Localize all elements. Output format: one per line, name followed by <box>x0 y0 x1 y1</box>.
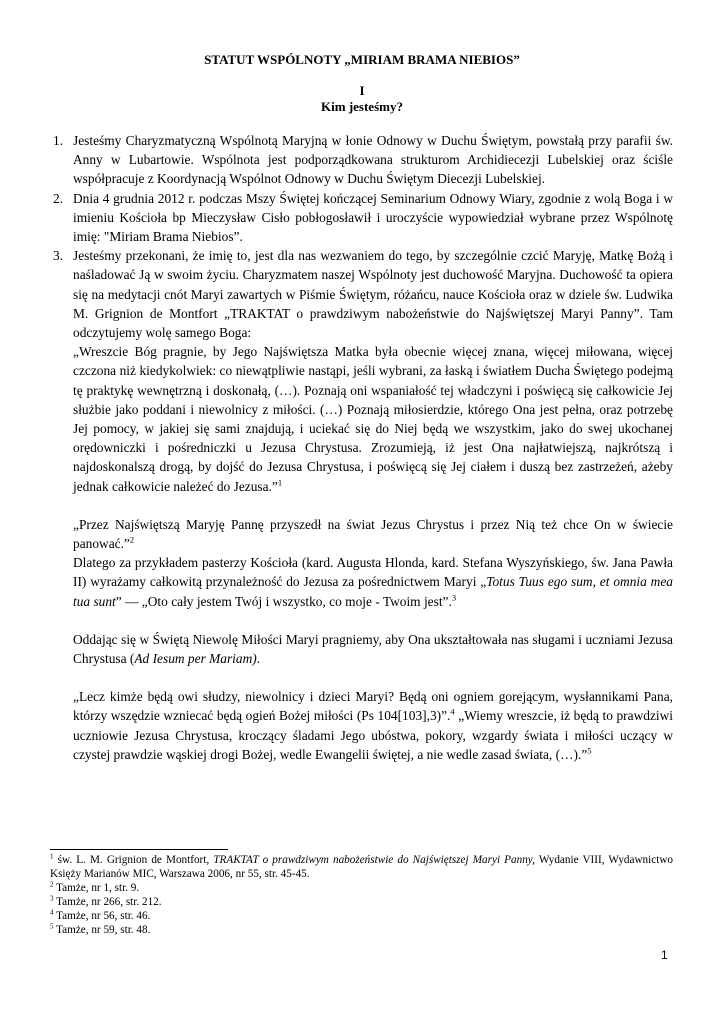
paragraph-text: . <box>256 651 261 667</box>
quote-text: „Wreszcie Bóg pragnie, by Jego Najświętsza Matka była obecnie więcej znana, więcej miłowana, więcej czczona niż kiedykolwiek: co niewątpliwie nastąpi, jeśli wybrani, za łaską i światłem Ducha Świętego podejmą tę praktykę wewnętrzną i doskonałą, (…). Poznają oni wspaniałość tej władczyni i poświęcą się całkowicie Jej służbie jako poddani i niewolnicy z miłości. (…) Poznają miłosierdzie, którego Ona jest pełna, oraz potrzebę Jej pomocy, w jakiej się sami znajdują, i uciekać się do Niej będą we wszystkim, jako do swej ukochanej orędowniczki i pośredniczki u Jezusa Chrystusa. Zrozumieją, iż jest Ona najłatwiejszą, najkrótszą i najdoskonalszą drogą, by dojść do Jezusa Chrystusa, i poświęcą się Jej ciałem i duszą bez zastrzeżeń, ażeby jednak całkowicie należeć do Jezusa.” <box>73 344 673 494</box>
footnote <box>50 895 673 909</box>
footnote-ref: 4 <box>450 707 455 718</box>
footnote <box>50 853 673 881</box>
footnote-number: 2 <box>50 880 54 889</box>
document-title: STATUT WSPÓLNOTY „MIRIAM BRAMA NIEBIOS” <box>204 52 520 67</box>
page-number: 1 <box>661 948 668 962</box>
quote-text: „Wiemy wreszcie, iż będą to prawdziwi uczniowie Jezusa Chrystusa, kroczący śladami Jego ubóstwa, pokory, wzgardy świata i miłości uczący w czystej prawdzie wąskiej drogi Bożej, wedle Ewangelii świętej, a nie wedle zasad świata, (…).” <box>73 708 673 762</box>
footnote-text: Tamże, nr 266, str. 212. <box>53 896 162 908</box>
footnote-number: 4 <box>50 908 54 917</box>
quote-text: „Przez Najświętszą Maryję Pannę przyszedł na świat Jezus Chrystus i przez Nią też chce On w świecie panować.” <box>73 516 673 552</box>
footnote-text: Tamże, nr 1, str. 9. <box>53 882 140 894</box>
section-number: I <box>359 83 365 98</box>
footnote-ref: 2 <box>129 534 135 545</box>
footnote <box>50 909 673 923</box>
footnote-ref: 5 <box>587 745 592 756</box>
document-body <box>46 131 673 764</box>
list-item <box>46 246 673 342</box>
latin-phrase: Ad Iesum per Mariam) <box>134 651 257 667</box>
quote-paragraph-1 <box>73 342 673 496</box>
list-item-text: Jesteśmy Charyzmatyczną Wspólnotą Maryjną w łonie Odnowy w Duchu Świętym, powstałą przy parafii św. Anny w Lubartowie. Wspólnota jest podporządkowana strukturom Archidiecezji Lubelskiej oraz ściśle współpracuje z Koordynacją Wspólnot Odnowy w Duchu Świętym Diecezji Lubelskiej. <box>73 133 673 187</box>
footnote-text: Tamże, nr 56, str. 46. <box>53 910 151 922</box>
footnote-text: św. L. M. Grignion de Montfort, <box>53 854 214 866</box>
footnote-text: Tamże, nr 59, str. 48. <box>53 924 151 936</box>
list-item-number: 1. <box>53 133 64 148</box>
paragraph-gap <box>46 611 673 630</box>
paragraph-gap <box>46 668 673 687</box>
footnote-book-title: TRAKTAT o prawdziwym nabożeństwie do Najświętszej Maryi Panny, <box>213 854 535 866</box>
paragraph-gap <box>46 496 673 515</box>
quote-paragraph-2 <box>73 515 673 611</box>
paragraph-text: Dlatego za przykładem pasterzy Kościoła (kard. Augusta Hlonda, kard. Stefana Wyszyńskiego, św. Jana Pawła II) wyrażamy całkowitą przynależność do Jezusa za pośrednictwem Maryi „ <box>73 555 673 590</box>
quote-paragraph-3 <box>73 687 673 764</box>
list-item-number: 2. <box>53 190 64 206</box>
paragraph-text: ” — „Oto cały jestem Twój i wszystko, co moje - Twoim jest”. <box>115 593 452 609</box>
footnote-number: 3 <box>50 894 54 903</box>
footnote-number: 1 <box>50 852 54 861</box>
footnote-separator <box>50 849 228 850</box>
footnote <box>50 881 673 895</box>
list-item <box>46 131 673 189</box>
list-item <box>46 189 673 247</box>
footnote-number: 5 <box>50 922 54 931</box>
latin-phrase: Totus Tuus ego sum, et omnia mea tua sunt <box>73 574 673 609</box>
footnote-ref: 1 <box>277 477 283 488</box>
list-item-number: 3. <box>53 248 64 264</box>
dedication-paragraph <box>73 630 673 668</box>
section-title: Kim jesteśmy? <box>321 99 403 114</box>
paragraph-text: Oddając się w Świętą Niewolę Miłości Maryi pragniemy, aby Ona ukształtowała nas sługami i uczniami Jezusa Chrystusa ( <box>73 631 673 667</box>
footnote <box>50 923 673 937</box>
footnotes <box>50 853 673 937</box>
quote-text: „Lecz kimże będą owi słudzy, niewolnicy i dzieci Maryi? Będą oni ogniem gorejącym, wysłannikami Pana, którzy wszędzie wzniecać będą ogień Bożej miłości (Ps 104[103],3)”. <box>73 689 673 724</box>
footnote-ref: 3 <box>451 592 457 603</box>
list-item-text: Dnia 4 grudnia 2012 r. podczas Mszy Świętej kończącej Seminarium Odnowy Wiary, zgodnie z wolą Boga i w imieniu Kościoła bp Mieczysław Cisło pobłogosławił i uroczyście wypowiedział wybrane przez Wspólnotę imię: "Miriam Brama Niebios”. <box>73 190 673 245</box>
footnote-text: Wydanie VIII, Wydawnictwo Księży Marianów MIC, Warszawa 2006, nr 55, str. 45-45. <box>50 854 674 880</box>
list-item-text: Jesteśmy przekonani, że imię to, jest dla nas wezwaniem do tego, by szczególnie czcić Maryję, Matkę Bożą i naśladować Ją w swoim życiu. Charyzmatem naszej Wspólnoty jest duchowość Maryjna. Duchowość ta opiera się na medytacji cnót Maryi zawartych w Piśmie Świętym, różańcu, nauce Kościoła oraz w dziele św. Ludwika M. Grignion de Montfort „TRAKTAT o prawdziwym nabożeństwie do Najświętszej Maryi Panny”. Tam odczytujemy wolę samego Boga: <box>73 248 673 341</box>
